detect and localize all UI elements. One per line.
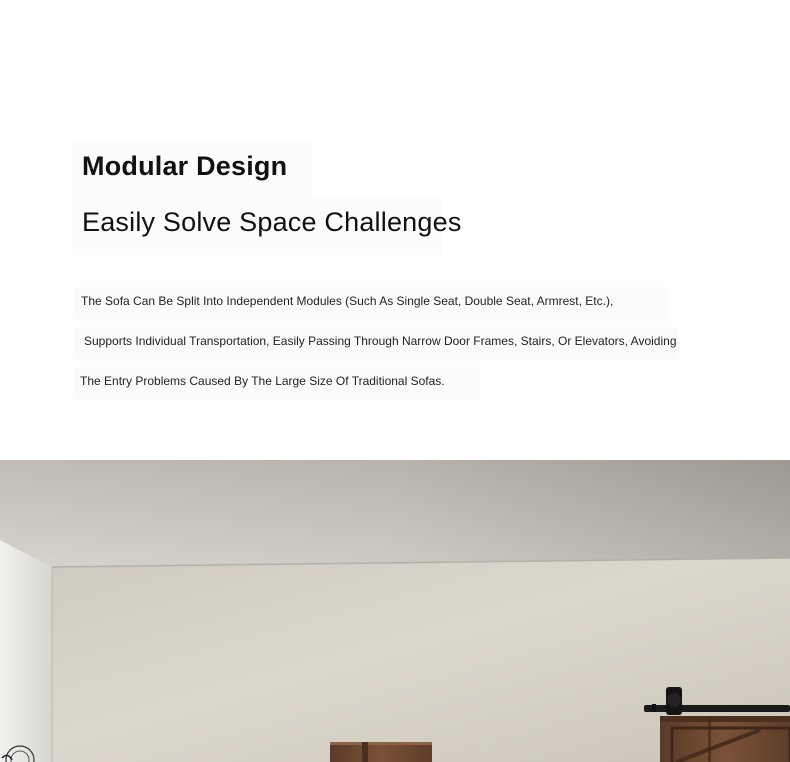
room-scene-drawing bbox=[0, 460, 790, 762]
barn-door bbox=[660, 716, 790, 762]
description-line-1: The Sofa Can Be Split Into Independent Modules (Such As Single Seat, Double Seat, Armrest, Etc.), bbox=[81, 294, 614, 308]
feature-title: Modular Design bbox=[82, 151, 288, 181]
wall-frame bbox=[330, 742, 432, 762]
description-line-2: Supports Individual Transportation, Easily Passing Through Narrow Door Frames, Stairs, Or Elevators, Avoiding bbox=[84, 334, 677, 348]
feature-subtitle: Easily Solve Space Challenges bbox=[82, 207, 462, 237]
left-wall bbox=[0, 540, 52, 762]
room-scene-image bbox=[0, 460, 790, 762]
description-line-3: The Entry Problems Caused By The Large Size Of Traditional Sofas. bbox=[80, 374, 445, 388]
